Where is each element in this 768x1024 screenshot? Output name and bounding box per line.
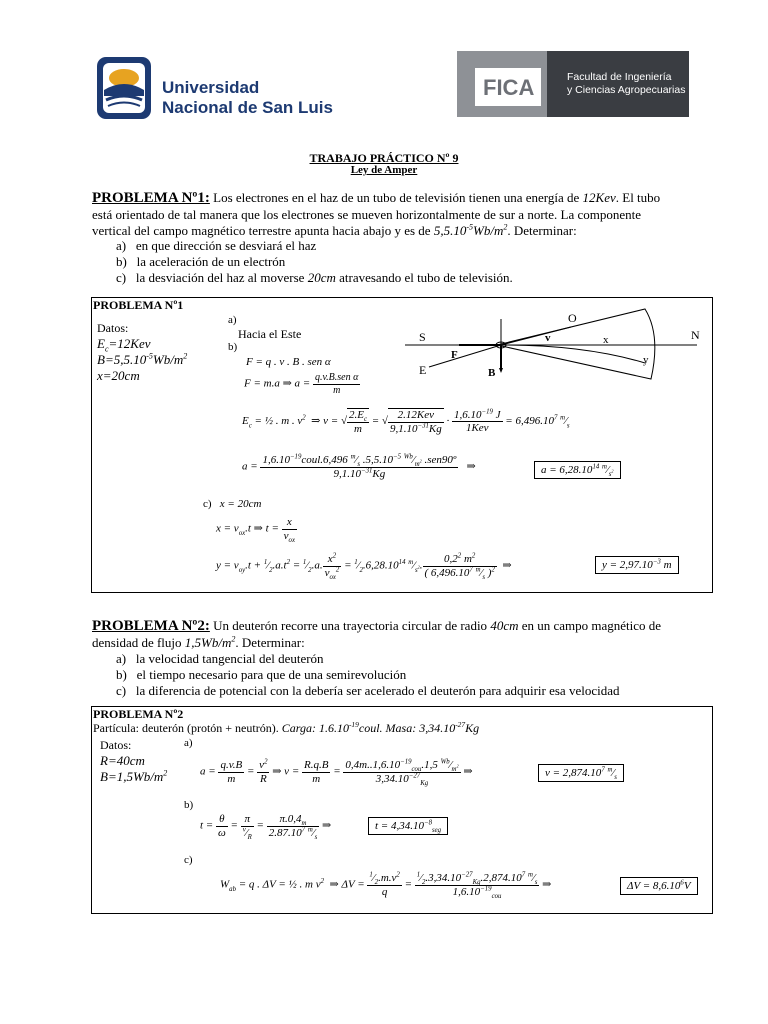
p1-result-deflection: $y = 2,97.10^{-3}$ m xyxy=(595,556,679,574)
label-e: E xyxy=(419,363,427,377)
page-title: TRABAJO PRÁCTICO Nº 9 xyxy=(309,151,459,165)
p2-c-label: c) xyxy=(184,854,193,866)
university-name: Universidad Nacional de San Luis xyxy=(162,78,333,117)
problem2-item-c: c) la diferencia de potencial con la debería ser acelerado el deuterón para adquirir esa velocidad xyxy=(116,683,620,698)
problem1-item-a: a) en que dirección se desviará el haz xyxy=(116,238,317,253)
p1-eq-velocity: $E_c$ = ½ . m . $v^2$ ⇒ v = √ $\frac{2.E_c}{m}$ = √ $\frac{\text{2.12Kev}}{9,1.10^{-31}Kg}$ · $\frac{1,6.10^{-19} J}{\text{1Kev}}$ = $6,496.10^7$ $^m⁄_s$ xyxy=(242,407,570,435)
tube-diagram xyxy=(405,305,705,385)
problem2-datos: Datos: R=40cm $B=1,5Wb/m^2$ xyxy=(100,738,168,784)
p1-eq-acceleration: a = $\frac{1,6.10^{-19}coul.6,496 ^m⁄_s .5,5.10^{-5} ^{Wb}⁄_{m^2} .sen90º}{9,1.10^{-31}Kg}$ ⇒ xyxy=(242,453,476,480)
p2-eq-time: t = $\frac{\theta}{\omega}$ = $\frac{\pi}{^v⁄_R}$ = $\frac{\pi.0,4_m}{2.87.10^7 ^m⁄_s}$ ⇒ xyxy=(200,813,332,841)
p2-eq-potential: $W_{ab} = q$ . ΔV = ½ . m $v^2$ ⇒ ΔV = $\frac{^1⁄_2.m.v^2}{q}$ = $\frac{^1⁄_2.3,34.10^{-27}_{Kg}.2,874.10^7 ^m⁄_s}{1,6.10^{-19}_{cou}}$ ⇒ xyxy=(220,871,552,900)
p1-b-label: b) xyxy=(228,341,238,353)
problem1-item-b: b) la aceleración de un electrón xyxy=(116,254,286,269)
label-n: N xyxy=(691,328,700,342)
faculty-name: Facultad de Ingeniería y Ciencias Agropecuarias xyxy=(567,71,686,96)
fica-logo: FICA xyxy=(483,75,535,100)
problem2-particle: Partícula: deuterón (protón + neutrón). Carga: $1.6.10^{-19}coul$. Masa: $3,34.10^{-27}Kg$ xyxy=(93,720,480,735)
label-y: y xyxy=(643,354,649,366)
p1-eq-accel: F = m.a ⇒ a = $\frac{\text{q.v.B.sen α}}{m}$ xyxy=(244,372,359,396)
label-f: F xyxy=(451,349,458,361)
p2-a-label: a) xyxy=(184,737,193,749)
p2-result-potential: $\Delta V = 8,6.10^6V$ xyxy=(620,877,698,895)
label-b: B xyxy=(488,367,496,379)
label-s: S xyxy=(419,330,426,344)
problem2-item-b: b) el tiempo necesario para que de una semirevolución xyxy=(116,667,407,682)
problem2-solution-label: PROBLEMA Nº2 xyxy=(93,707,184,721)
p1-eq-deflection: $y = v_{oy}.t$ + $^1⁄_2.a.t^2$ = $^1⁄_2.a$. $\frac{x^2}{v_{ox}^2}$ = $^1⁄_2.6,28.10^{14}$ $^m⁄_{s^2}$. $\frac{0,2^2 m^2}{( 6,496.10^7 ^m⁄_s )^2}$ ⇒ xyxy=(216,552,512,581)
p2-result-time: $t = 4,34.10^{-8}_{seg}$ xyxy=(368,817,448,835)
p1-result-acceleration: $a = 6,28.10^{14}$ $^m⁄_{s^2}$ xyxy=(534,461,621,479)
unsl-logo xyxy=(96,56,152,120)
problem1-datos: Datos: $E_c=12Kev$ $B=5,5.10^{-5}Wb/m^2$ x=20cm xyxy=(97,321,188,383)
fica-banner xyxy=(457,51,689,117)
p1-eq-time: $x = v_{ox}.t$ ⇒ t = $\frac{x}{v_{ox}}$ xyxy=(216,516,295,544)
p2-result-velocity: $v = 2,874.10^7$ $^m⁄_s$ xyxy=(538,764,624,782)
p2-eq-velocity: a = $\frac{q.v.B}{m}$ = $\frac{v^2}{R}$ ⇒ v = $\frac{R.q.B}{m}$ = $\frac{0,4m..1,6.10^{-19}_{cou}.1,5 ^{Wb}⁄_{m^2}}{3,34.10^{-27}_{Kg}}$ ⇒ xyxy=(200,758,473,787)
problem1-statement: PROBLEMA Nº1: Los electrones en el haz de un tubo de televisión tienen una energía de 12Kev. El tubo está orientado de tal manera que los electrones se mueven horizontalmente de sur a norte. La componente vertical del campo magnético terrestre apunta hacia abajo y es de $5,5.10^{-5}Wb/m^2$. Determinar: xyxy=(92,190,661,238)
page-subtitle: Ley de Amper xyxy=(350,164,418,176)
p1-a-label: a) xyxy=(228,314,237,326)
p1-c-label: c) x = 20cm xyxy=(203,498,262,510)
problem2-item-a: a) la velocidad tangencial del deuterón xyxy=(116,651,324,666)
p1-eq-force: F = q . v . B . sen α xyxy=(246,356,331,368)
label-x: x xyxy=(603,334,609,346)
problem1-item-c: c) la desviación del haz al moverse 20cm atravesando el tubo de televisión. xyxy=(116,270,513,285)
label-v: v xyxy=(545,332,551,344)
p1-a-answer: Hacia el Este xyxy=(238,327,302,341)
label-o: O xyxy=(568,311,577,325)
problem1-solution-label: PROBLEMA Nº1 xyxy=(93,298,184,312)
p2-b-label: b) xyxy=(184,799,194,811)
problem2-statement: PROBLEMA Nº2: Un deuterón recorre una trayectoria circular de radio 40cm en un campo magnético de densidad de flujo $1,5Wb/m^2$. Determinar: xyxy=(92,618,662,650)
